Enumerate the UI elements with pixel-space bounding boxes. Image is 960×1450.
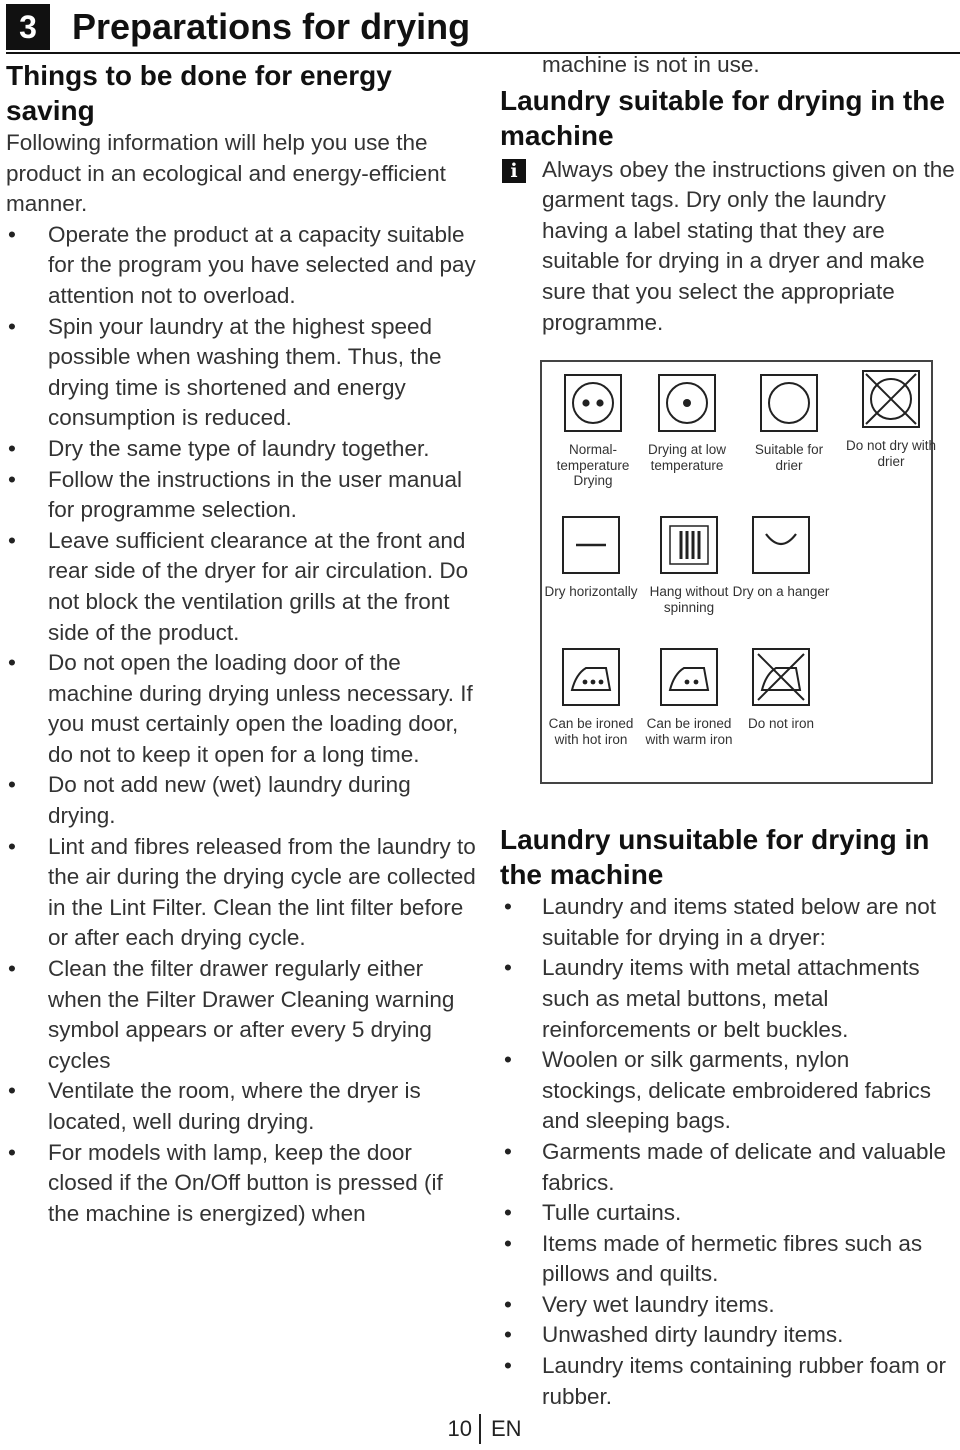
info-note <box>500 155 955 339</box>
energy-saving-intro: Following information will help you use the product in an ecological and energy-efficient manner. <box>6 130 446 217</box>
list-item: • Do not open the loading door of the machine during drying unless necessary. If you must certainly open the loading door, do not to keep it open for a long time. <box>6 648 476 770</box>
line-dry-icon <box>752 516 810 574</box>
chapter-number: 3 <box>6 4 50 50</box>
info-note-text: Always obey the instructions given on the garment tags. Dry only the laundry having a label stating that they are suitable for drying in a dryer and make sure that you select the appropriate programme. <box>542 156 955 335</box>
symbol-caption: Do not iron <box>747 716 815 732</box>
symbol-cell-hang-no-spin <box>640 516 738 615</box>
symbol-cell-iron-hot <box>542 648 640 747</box>
continued-text: machine is not in use. <box>542 52 760 77</box>
tumble-dry-normal-icon <box>564 374 622 432</box>
list-item: • Laundry and items stated below are not suitable for drying in a dryer: <box>500 892 955 953</box>
suitable-heading: Laundry suitable for drying in the machine <box>500 84 945 151</box>
list-item: • Clean the filter drawer regularly either when the Filter Drawer Cleaning warning symbol appears or after every 5 drying cycles <box>6 954 476 1076</box>
drip-dry-icon <box>660 516 718 574</box>
care-symbol-table <box>540 360 937 784</box>
unsuitable-list <box>500 892 955 1412</box>
iron-hot-icon <box>562 648 620 706</box>
list-item: • Unwashed dirty laundry items. <box>500 1320 955 1351</box>
symbol-caption: Hang without spinning <box>649 584 729 615</box>
list-item: • Operate the product at a capacity suitable for the program you have selected and pay attention not to overload. <box>6 220 476 312</box>
symbol-caption: Suitable for drier <box>754 442 824 473</box>
footer-divider <box>479 1414 481 1444</box>
list-item: • Dry the same type of laundry together. <box>6 434 476 465</box>
info-icon: i <box>502 159 526 183</box>
symbol-caption: Can be ironed with hot iron <box>548 716 634 747</box>
do-not-iron-icon <box>752 648 810 706</box>
list-item: • Very wet laundry items. <box>500 1290 955 1321</box>
symbol-cell-suitable-drier <box>740 374 838 473</box>
energy-saving-list <box>6 220 476 1230</box>
right-column <box>500 50 955 1412</box>
symbol-cell-low-temp <box>638 374 736 473</box>
symbol-caption: Dry horizontally <box>544 584 638 600</box>
list-item: • For models with lamp, keep the door closed if the On/Off button is pressed (if the machine is energized) when <box>6 1138 476 1230</box>
tumble-dry-icon <box>760 374 818 432</box>
symbol-cell-do-not-dry <box>842 370 940 469</box>
left-column <box>6 58 476 1229</box>
chapter-header <box>0 0 960 56</box>
energy-saving-heading: Things to be done for energy saving <box>6 60 392 126</box>
do-not-tumble-dry-icon <box>862 370 920 428</box>
symbol-caption: Normal- temperature Drying <box>556 442 630 489</box>
dry-flat-icon <box>562 516 620 574</box>
list-item: • Garments made of delicate and valuable fabrics. <box>500 1137 955 1198</box>
list-item: • Tulle curtains. <box>500 1198 955 1229</box>
list-item: • Leave sufficient clearance at the front and rear side of the dryer for air circulation. Do not block the ventilation grills at the front side of the product. <box>6 526 476 648</box>
tumble-dry-low-icon <box>658 374 716 432</box>
list-item: • Items made of hermetic fibres such as pillows and quilts. <box>500 1229 955 1290</box>
symbol-cell-iron-warm <box>640 648 738 747</box>
symbol-cell-dry-flat <box>542 516 640 600</box>
list-item: • Laundry items with metal attachments such as metal buttons, metal reinforcements or belt buckles. <box>500 953 955 1045</box>
symbol-cell-dry-hanger <box>732 516 830 600</box>
list-item: • Spin your laundry at the highest speed possible when washing them. Thus, the drying time is shortened and energy consumption is reduced. <box>6 312 476 434</box>
list-item: • Laundry items containing rubber foam or rubber. <box>500 1351 955 1412</box>
list-item: • Woolen or silk garments, nylon stockings, delicate embroidered fabrics and sleeping bags. <box>500 1045 955 1137</box>
symbol-caption: Dry on a hanger <box>732 584 830 600</box>
list-item: • Follow the instructions in the user manual for programme selection. <box>6 465 476 526</box>
symbol-cell-do-not-iron <box>732 648 830 732</box>
symbol-caption: Do not dry with drier <box>845 438 937 469</box>
list-item: • Ventilate the room, where the dryer is located, well during drying. <box>6 1076 476 1137</box>
page-number: 10 <box>447 1416 472 1441</box>
list-item: • Lint and fibres released from the laundry to the air during the drying cycle are collected in the Lint Filter. Clean the lint filter before or after each drying cycle. <box>6 832 476 954</box>
symbol-cell-normal-temp <box>544 374 642 489</box>
symbol-caption: Drying at low temperature <box>647 442 727 473</box>
language-code: EN <box>491 1416 522 1441</box>
symbol-caption: Can be ironed with warm iron <box>645 716 733 747</box>
list-item: • Do not add new (wet) laundry during drying. <box>6 770 476 831</box>
chapter-title: Preparations for drying <box>72 6 471 47</box>
iron-warm-icon <box>660 648 718 706</box>
unsuitable-heading: Laundry unsuitable for drying in the machine <box>500 824 930 891</box>
page-footer <box>0 1412 960 1446</box>
